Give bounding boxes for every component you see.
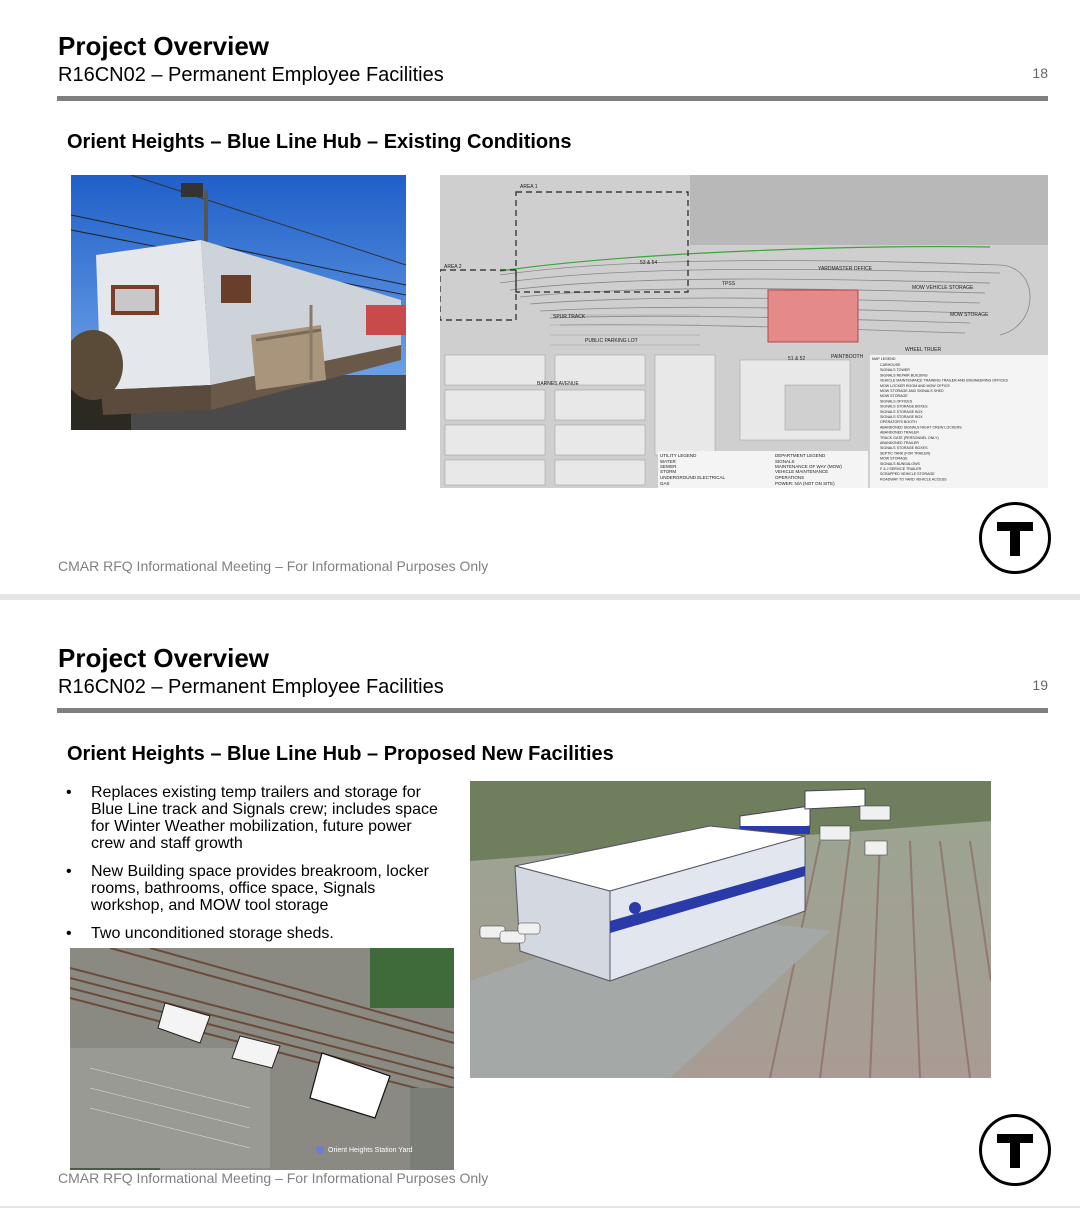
footer-text: CMAR RFQ Informational Meeting – For Informational Purposes Only: [58, 1170, 489, 1186]
slide-subtitle: R16CN02 – Permanent Employee Facilities: [58, 676, 444, 698]
building-rendering: [470, 781, 991, 1078]
map-label-wheel-truer: WHEEL TRUER: [905, 347, 942, 353]
map-label-mow-storage: MOW STORAGE: [950, 312, 989, 318]
map-legend-item: ABANDONED TRAILER: [880, 430, 919, 435]
map-legend-item: TRACK GATE (PERSONNEL ONLY): [880, 435, 939, 440]
utility-legend-item: SEWER: [660, 464, 677, 469]
section-heading: Orient Heights – Blue Line Hub – Existing Conditions: [67, 131, 572, 153]
header-rule: [57, 96, 1048, 101]
section-heading: Orient Heights – Blue Line Hub – Proposed New Facilities: [67, 743, 614, 765]
map-legend-item: SIGNALS STORAGE BOX: [880, 409, 923, 414]
map-legend-item: ABANDONED SIGNALS NIGHT CREW LOCKERS: [880, 425, 962, 430]
map-legend-item: SIGNALS STORAGE BOXES: [880, 404, 928, 409]
map-label-tpss: TPSS: [722, 281, 736, 287]
utility-legend-item: GAS: [660, 481, 670, 486]
utility-legend-item: UNDERGROUND ELECTRICAL: [660, 475, 726, 480]
trailer-photo: [71, 175, 406, 430]
map-legend-item: MOW STORAGE AND SIGNALS SHED: [880, 389, 944, 393]
mbta-logo: [979, 1114, 1051, 1186]
department-legend-title: DEPARTMENT LEGEND: [775, 453, 826, 458]
map-label-barnes: BARNES AVENUE: [537, 381, 579, 387]
map-label-area2: AREA 2: [444, 264, 462, 270]
utility-legend-item: WATER: [660, 459, 676, 464]
header-rule: [57, 708, 1048, 713]
site-plan-map: [440, 175, 1048, 488]
map-legend-item: SCRAPPED VEHICLE STORAGE: [880, 472, 935, 477]
aerial-label: Orient Heights Station Yard: [328, 1147, 413, 1154]
slide-18: [0, 0, 1080, 594]
map-legend-item: F & J SERVICE TRAILER: [880, 467, 922, 471]
map-legend-item: MOW LOCKER ROOM AND MOW OFFICE: [880, 383, 950, 388]
aerial-photo: [70, 948, 454, 1170]
map-legend-item: SIGNALS TOWER: [880, 368, 910, 373]
map-legend-item: MOW STORAGE: [880, 394, 908, 399]
bullet-item: • Replaces existing temp trailers and storage for Blue Line track and Signals crew; includes space for Winter Weather mobilization, future power crew and staff growth: [66, 784, 438, 852]
map-label-spur-track: SPUR TRACK: [553, 314, 586, 320]
map-legend-item: SIGNALS STORAGE BOX: [880, 415, 923, 419]
map-label-yardmaster: YARDMASTER OFFICE: [818, 266, 873, 272]
map-legend-item: MOW STORAGE: [880, 456, 908, 461]
map-label-parking: PUBLIC PARKING LOT: [585, 338, 638, 344]
map-label-paintbooth: PAINTBOOTH: [831, 354, 864, 360]
page-number: 19: [1032, 677, 1048, 693]
map-legend-item: SIGNALS BUNGALOWS: [880, 461, 920, 466]
map-legend-item: ROADWAY TO YARD VEHICLE ACCESS: [880, 477, 947, 482]
bullet-list: [66, 784, 446, 953]
footer-text: CMAR RFQ Informational Meeting – For Informational Purposes Only: [58, 558, 489, 574]
map-legend-item: SIGNALS STORAGE BOXES: [880, 446, 928, 451]
map-legend-title: MAP LEGEND: [872, 357, 896, 361]
slide-title: Project Overview: [58, 31, 269, 61]
bullet-item: • New Building space provides breakroom, locker rooms, bathrooms, office space, Signals workshop, and MOW tool storage: [66, 863, 429, 914]
map-label-area1: AREA 1: [520, 184, 538, 190]
bullet-item: • Two unconditioned storage sheds.: [66, 925, 334, 942]
department-legend-item: POWER: N/A (NOT ON SITE): [775, 481, 835, 486]
map-label-51-52: 51 & 52: [788, 356, 806, 362]
map-label-53-54: 53 & 54: [640, 260, 658, 266]
map-legend-item: CARHOUSE: [880, 363, 901, 367]
map-legend-item: VEHICLE MAINTENANCE TRAINING TRAILER AND ENGINEERING OFFICES: [880, 378, 1008, 383]
slide-title: Project Overview: [58, 643, 269, 673]
utility-legend-title: UTILITY LEGEND: [660, 453, 697, 458]
map-legend-item: SIGNALS REPAIR BUILDING: [880, 373, 928, 378]
map-legend-item: OPERATOR'S BOOTH: [880, 420, 917, 425]
slide-19: [0, 600, 1080, 1206]
department-legend-item: OPERATIONS: [775, 475, 805, 480]
map-legend-item: SEPTIC TANK (FOR TRAILER): [880, 451, 931, 456]
map-label-mow-vehicle: MOW VEHICLE STORAGE: [912, 285, 974, 291]
department-legend-item: SIGNALS: [775, 459, 795, 464]
mbta-logo: [979, 502, 1051, 574]
page-number: 18: [1032, 65, 1048, 81]
map-legend-item: ABANDONED TRAILER: [880, 441, 919, 445]
map-legend-item: SIGNALS OFFICES: [880, 399, 913, 404]
department-legend-item: MAINTENANCE OF WAY (MOW): [775, 464, 842, 469]
department-legend-item: VEHICLE MAINTENANCE: [775, 469, 829, 474]
utility-legend-item: STORM: [660, 469, 677, 474]
slide-subtitle: R16CN02 – Permanent Employee Facilities: [58, 64, 444, 86]
